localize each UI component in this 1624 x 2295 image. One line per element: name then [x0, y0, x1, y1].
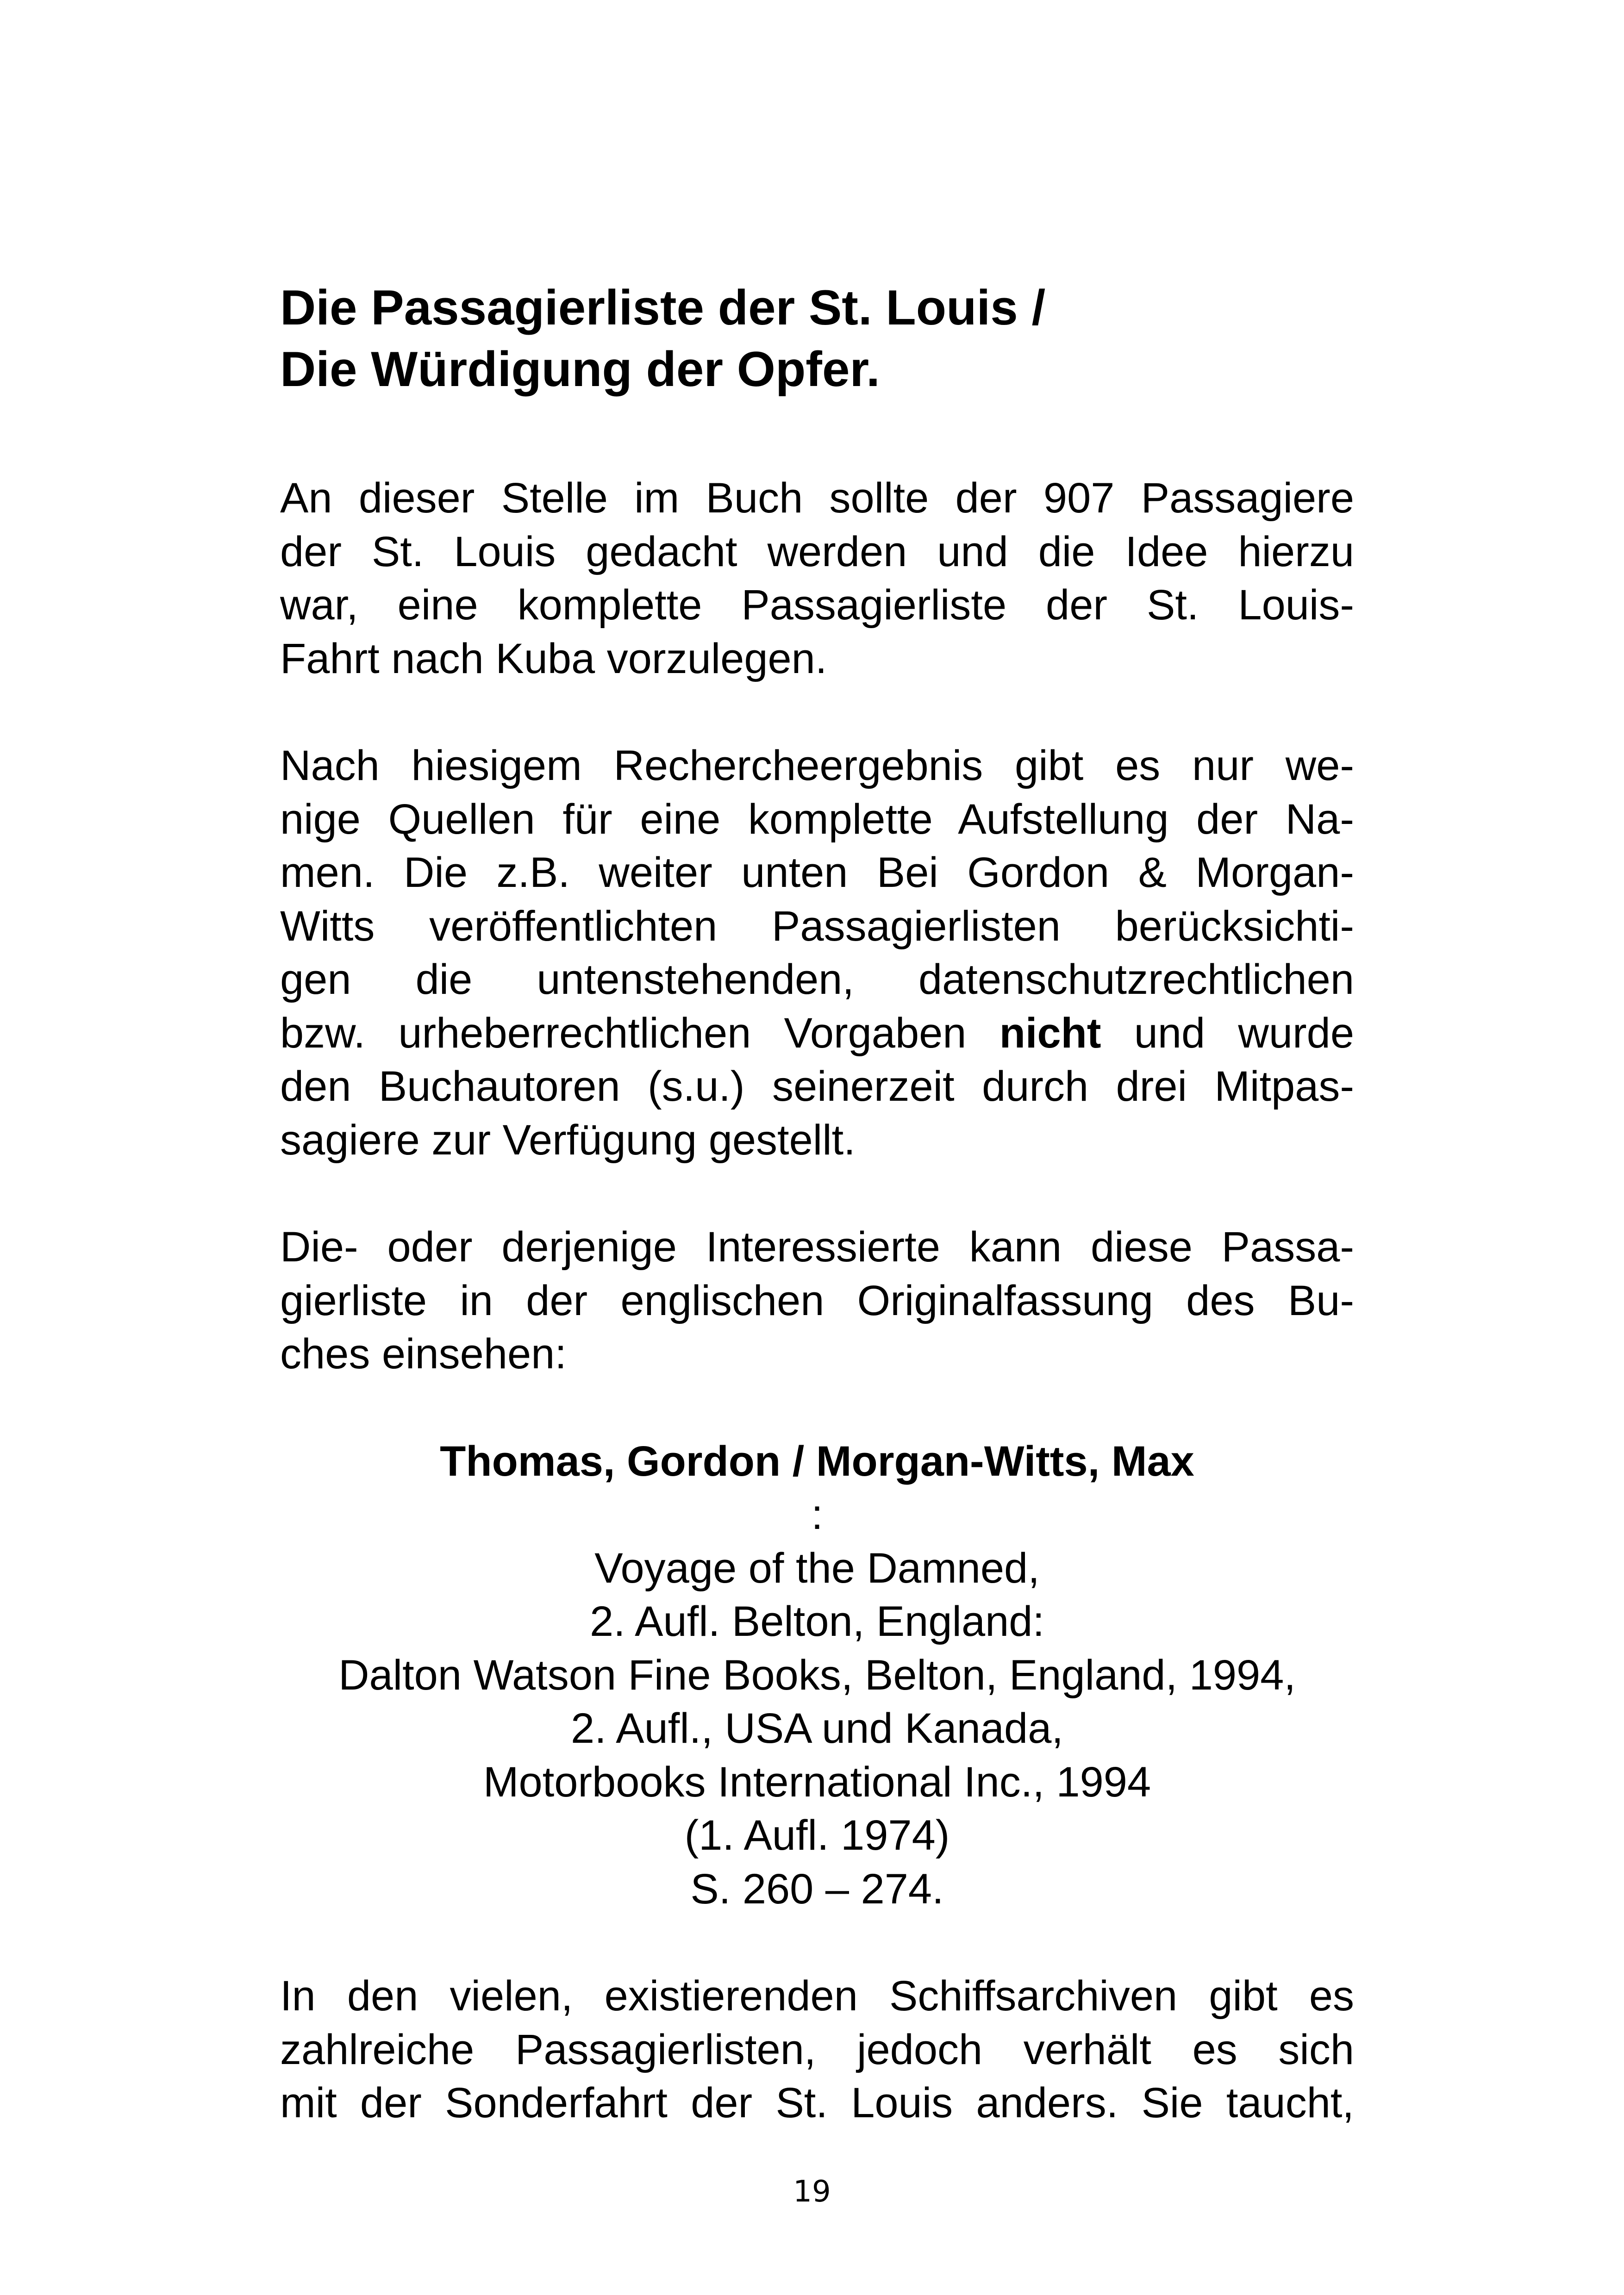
text-line: der St. Louis gedacht werden und die Idee hierzu: [280, 528, 1354, 575]
text-line: gierliste in der englischen Originalfassung des Bu-: [280, 1277, 1354, 1324]
title-line-1: Die Passagierliste der St. Louis /: [280, 280, 1046, 335]
author-colon: :: [811, 1491, 823, 1538]
author-separator: /: [781, 1437, 816, 1485]
text-line: ches einsehen:: [280, 1330, 567, 1378]
citation-edition-1: 2. Aufl. Belton, England:: [589, 1598, 1045, 1645]
author-1: Thomas, Gordon: [440, 1437, 781, 1485]
citation-publisher-2: Motorbooks International Inc., 1994: [483, 1758, 1151, 1806]
title-line-2: Die Würdigung der Opfer.: [280, 341, 880, 397]
author-2: Morgan-Witts, Max: [816, 1437, 1194, 1485]
emphasis-nicht: nicht: [999, 1009, 1101, 1057]
paragraph-interested: [280, 1221, 1354, 1381]
text-line: Witts veröffentlichten Passagierlisten berücksichti-: [280, 902, 1354, 950]
text-line: sagiere zur Verfügung gestellt.: [280, 1116, 856, 1164]
paragraph-research: [280, 739, 1354, 1167]
text-line: Die- oder derjenige Interessierte kann diese Passa-: [280, 1223, 1354, 1271]
citation-publisher-1: Dalton Watson Fine Books, Belton, England, 1994,: [338, 1651, 1296, 1699]
citation-title: Voyage of the Damned,: [594, 1544, 1040, 1592]
citation-edition-2: 2. Aufl., USA und Kanada,: [571, 1705, 1063, 1752]
text-line: war, eine komplette Passagierliste der St. Louis-: [280, 581, 1354, 629]
text-line: Fahrt nach Kuba vorzulegen.: [280, 635, 827, 682]
text-line-with-emphasis: [280, 1007, 1354, 1060]
citation-first-edition: (1. Aufl. 1974): [684, 1812, 950, 1859]
citation-authors: [280, 1435, 1354, 1542]
page-number: 19: [793, 2175, 831, 2209]
text-line: men. Die z.B. weiter unten Bei Gordon & Morgan-: [280, 849, 1354, 896]
text-line: Nach hiesigem Rechercheergebnis gibt es nur we-: [280, 742, 1354, 789]
text-line: gen die untenstehenden, datenschutzrechtlichen: [280, 956, 1354, 1003]
text-line: An dieser Stelle im Buch sollte der 907 Passagiere: [280, 474, 1354, 522]
text-line: In den vielen, existierenden Schiffsarchiven gibt es: [280, 1972, 1354, 2020]
text-line: nige Quellen für eine komplette Aufstellung der Na-: [280, 795, 1354, 843]
page-content: [280, 277, 1354, 2130]
text-line: zahlreiche Passagierlisten, jedoch verhält es sich: [280, 2026, 1354, 2073]
text-segment: bzw. urheberrechtlichen Vorgaben: [280, 1009, 999, 1057]
citation-pages: S. 260 – 274.: [690, 1865, 944, 1913]
book-citation: [280, 1435, 1354, 1916]
paragraph-archives: [280, 1970, 1354, 2130]
page-title: [280, 277, 1354, 400]
paragraph-intro: [280, 472, 1354, 686]
text-segment: und wurde: [1101, 1009, 1354, 1057]
text-line: mit der Sonderfahrt der St. Louis anders. Sie taucht,: [280, 2079, 1354, 2127]
text-line: den Buchautoren (s.u.) seinerzeit durch drei Mitpas-: [280, 1063, 1354, 1110]
